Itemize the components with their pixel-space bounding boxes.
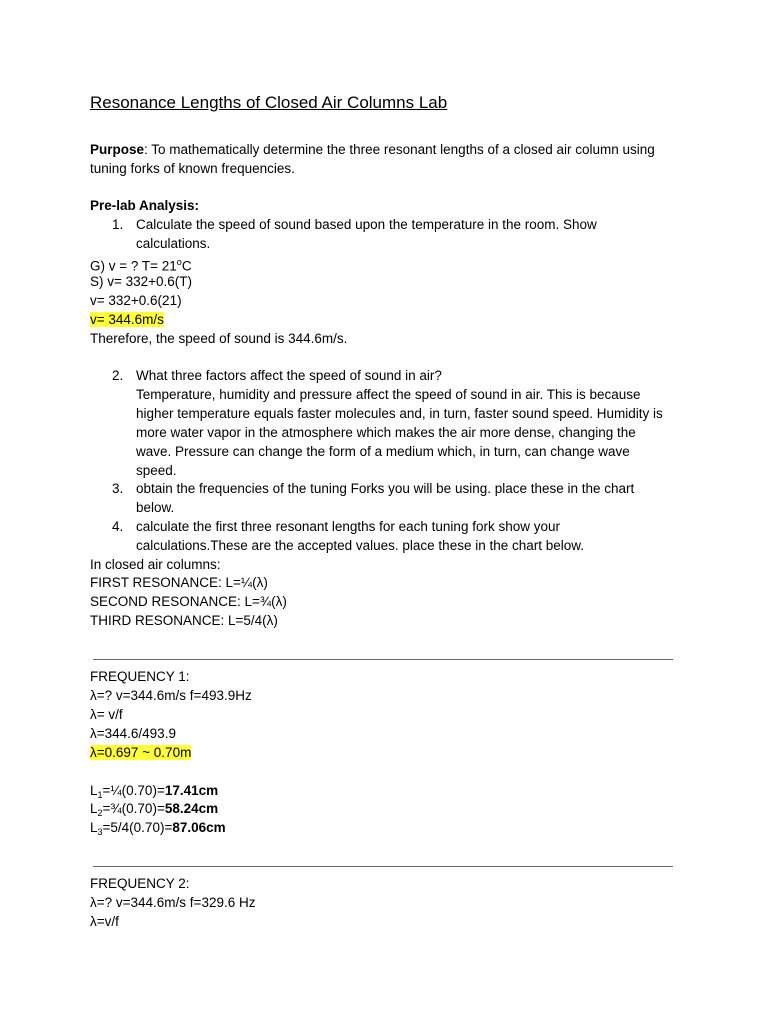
degree-symbol: o <box>176 257 182 267</box>
q3-line-1: obtain the frequencies of the tuning Forks you will be using. place these in the chart <box>136 481 635 496</box>
l2-expr: =¾(0.70)= <box>102 801 165 816</box>
calc-given-text: G) v = ? T= 21 <box>90 258 177 274</box>
second-resonance: SECOND RESONANCE: L=¾(λ) <box>90 594 287 609</box>
l1-value: 17.41cm <box>164 783 219 798</box>
q1-line-2: calculations. <box>136 236 211 251</box>
q3-number: 3. <box>112 481 124 496</box>
q2-number: 2. <box>112 368 124 383</box>
third-resonance: THIRD RESONANCE: L=5/4(λ) <box>90 613 278 628</box>
l1-subscript: 1 <box>97 790 103 800</box>
first-resonance: FIRST RESONANCE: L=¼(λ) <box>90 575 268 590</box>
l1-expr: =¼(0.70)= <box>102 783 165 798</box>
document-title: Resonance Lengths of Closed Air Columns Lab <box>90 93 448 112</box>
l3-expr: =5/4(0.70)= <box>102 820 173 835</box>
purpose-line-1 <box>90 140 655 159</box>
closed-intro: In closed air columns: <box>90 557 221 572</box>
freq1-result <box>90 743 191 762</box>
calc-result-highlight: v= 344.6m/s <box>90 312 164 327</box>
q2-answer-4: wave. Pressure can change the form of a medium which, in turn, can change wave <box>136 444 630 459</box>
freq1-l2 <box>90 799 218 818</box>
q1-number: 1. <box>112 217 124 232</box>
calc-sub: v= 332+0.6(21) <box>90 293 182 308</box>
q3-line-2: below. <box>136 500 175 515</box>
freq1-l3 <box>90 818 226 837</box>
l3-symbol: L <box>90 820 98 835</box>
divider-1 <box>93 659 673 660</box>
prelab-heading <box>90 196 199 215</box>
divider-2 <box>93 866 673 867</box>
calc-solve: S) v= 332+0.6(T) <box>90 274 193 289</box>
l3-subscript: 3 <box>97 827 103 837</box>
calc-given-unit: C <box>181 258 192 274</box>
freq2-formula: λ=v/f <box>90 914 119 929</box>
freq1-sub: λ=344.6/493.9 <box>90 726 176 741</box>
q2-question: What three factors affect the speed of sound in air? <box>136 368 442 383</box>
freq2-heading: FREQUENCY 2: <box>90 876 190 891</box>
freq1-given: λ=? v=344.6m/s f=493.9Hz <box>90 688 252 703</box>
q2-answer-1: Temperature, humidity and pressure affect the speed of sound in air. This is because <box>136 387 641 402</box>
freq1-heading: FREQUENCY 1: <box>90 669 190 684</box>
q4-line-2: calculations.These are the accepted values. place these in the chart below. <box>136 538 585 553</box>
q4-line-1: calculate the first three resonant lengths for each tuning fork show your <box>136 519 560 534</box>
l2-symbol: L <box>90 801 98 816</box>
calc-conclusion: Therefore, the speed of sound is 344.6m/s. <box>90 331 348 346</box>
q2-answer-3: more water vapor in the atmosphere which makes the air more dense, changing the <box>136 425 636 440</box>
q4-number: 4. <box>112 519 124 534</box>
freq1-formula: λ= v/f <box>90 707 123 722</box>
calc-result <box>90 310 164 329</box>
prelab-heading-text: Pre-lab Analysis: <box>90 198 200 213</box>
purpose-text-2: tuning forks of known frequencies. <box>90 161 295 176</box>
l3-value: 87.06cm <box>172 820 226 835</box>
freq1-l1 <box>90 781 218 800</box>
l2-value: 58.24cm <box>164 801 219 816</box>
q2-answer-5: speed. <box>136 463 177 478</box>
freq1-result-highlight: λ=0.697 ~ 0.70m <box>90 745 192 760</box>
purpose-label: Purpose <box>90 142 145 157</box>
l2-subscript: 2 <box>97 808 103 818</box>
q2-answer-2: higher temperature equals faster molecules and, in turn, faster sound speed. Humidity is <box>136 406 663 421</box>
q1-line-1: Calculate the speed of sound based upon the temperature in the room. Show <box>136 217 597 232</box>
l1-symbol: L <box>90 783 98 798</box>
freq2-given: λ=? v=344.6m/s f=329.6 Hz <box>90 895 256 910</box>
purpose-text-1: : To mathematically determine the three resonant lengths of a closed air column using <box>144 142 655 157</box>
